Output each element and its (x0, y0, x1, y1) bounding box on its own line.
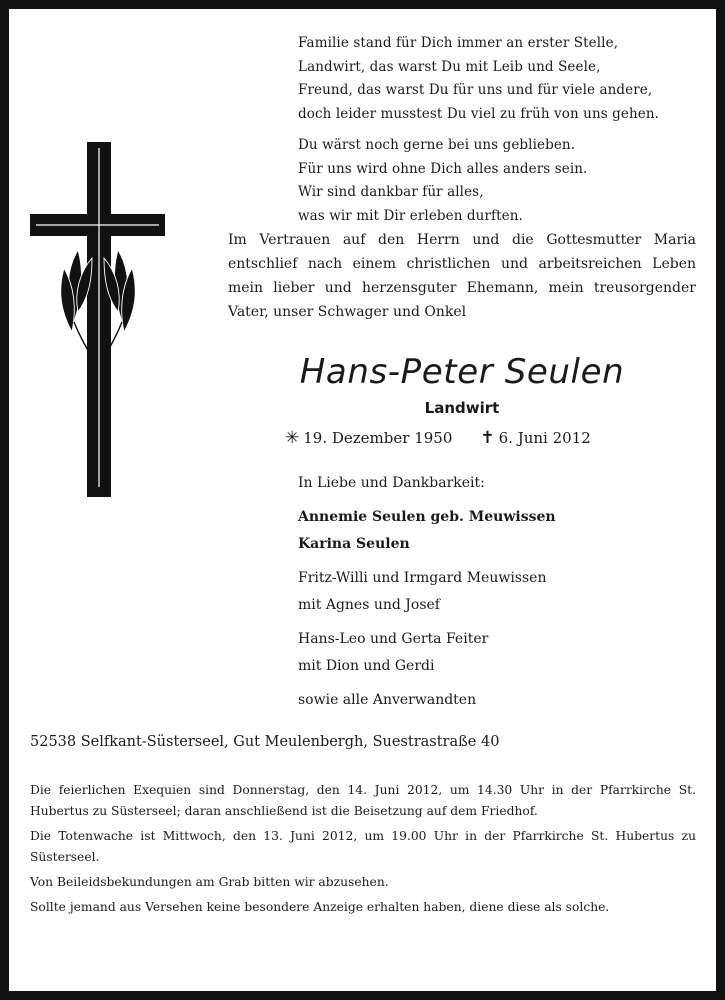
note-paragraph: Die feierlichen Exequien sind Donnerstag, den 14. Juni 2012, um 14.30 Uhr in der Pfarrkirche St. Hubertus zu Süsterseel; daran anschließend ist die Beisetzung auf dem Friedhof. (30, 783, 696, 818)
mourners-primary (298, 504, 698, 558)
poem-line: Familie stand für Dich immer an erster Stelle, (298, 35, 619, 51)
mourner-name: mit Agnes und Josef (298, 597, 440, 613)
mourner-name: Karina Seulen (298, 536, 410, 552)
birth-date: 19. Dezember 1950 (303, 429, 453, 447)
mourner-name: Annemie Seulen geb. Meuwissen (298, 509, 556, 525)
note-paragraph: Von Beileidsbekundungen am Grab bitten wir abzusehen. (30, 875, 389, 889)
poem-line: Freund, das warst Du für uns und für viele andere, (298, 82, 653, 98)
mourners-closing: sowie alle Anverwandten (298, 692, 477, 708)
poem-stanza-1 (298, 32, 708, 126)
funeral-notes (30, 780, 696, 922)
poem-line: Für uns wird ohne Dich alles anders sein. (298, 160, 588, 177)
intro-paragraph: Im Vertrauen auf den Herrn und die Gottesmutter Maria entschlief nach einem christlichen und arbeitsreichen Leben mein lieber und herzensguter Ehemann, mein treusorgender Vater, unser Schwager und Onkel (228, 232, 696, 320)
mourners-family (298, 565, 698, 619)
death-date: 6. Juni 2012 (498, 429, 591, 447)
poem (298, 32, 708, 236)
life-dates (285, 428, 591, 448)
poem-stanza-2 (298, 134, 708, 228)
mourners-list (298, 470, 698, 714)
mourner-name: Fritz-Willi und Irmgard Meuwissen (298, 570, 547, 586)
poem-line: was wir mit Dir erleben durften. (298, 207, 523, 224)
mourners-family (298, 626, 698, 680)
note-paragraph: Die Totenwache ist Mittwoch, den 13. Juni 2012, um 19.00 Uhr in der Pfarrkirche St. Hubertus zu Süsterseel. (30, 829, 696, 864)
mourner-name: mit Dion und Gerdi (298, 658, 435, 674)
address: 52538 Selfkant-Süsterseel, Gut Meulenbergh, Suestrastraße 40 (30, 734, 500, 750)
poem-line: Landwirt, das warst Du mit Leib und Seele, (298, 58, 601, 75)
mourner-name: Hans-Leo und Gerta Feiter (298, 631, 489, 647)
note-paragraph: Sollte jemand aus Versehen keine besondere Anzeige erhalten haben, diene diese als solche. (30, 900, 610, 914)
cross-death-icon: ✝ (480, 428, 495, 448)
asterisk-birth-icon: ✳ (285, 428, 300, 448)
poem-line: Du wärst noch gerne bei uns geblieben. (298, 137, 576, 153)
deceased-profession: Landwirt (424, 399, 500, 417)
poem-line: Wir sind dankbar für alles, (298, 184, 484, 200)
deceased-name: Hans-Peter Seulen (299, 352, 625, 392)
poem-line: doch leider musstest Du viel zu früh von uns gehen. (298, 105, 660, 122)
cross-with-wheat-icon (30, 142, 165, 497)
mourners-heading: In Liebe und Dankbarkeit: (298, 475, 485, 491)
